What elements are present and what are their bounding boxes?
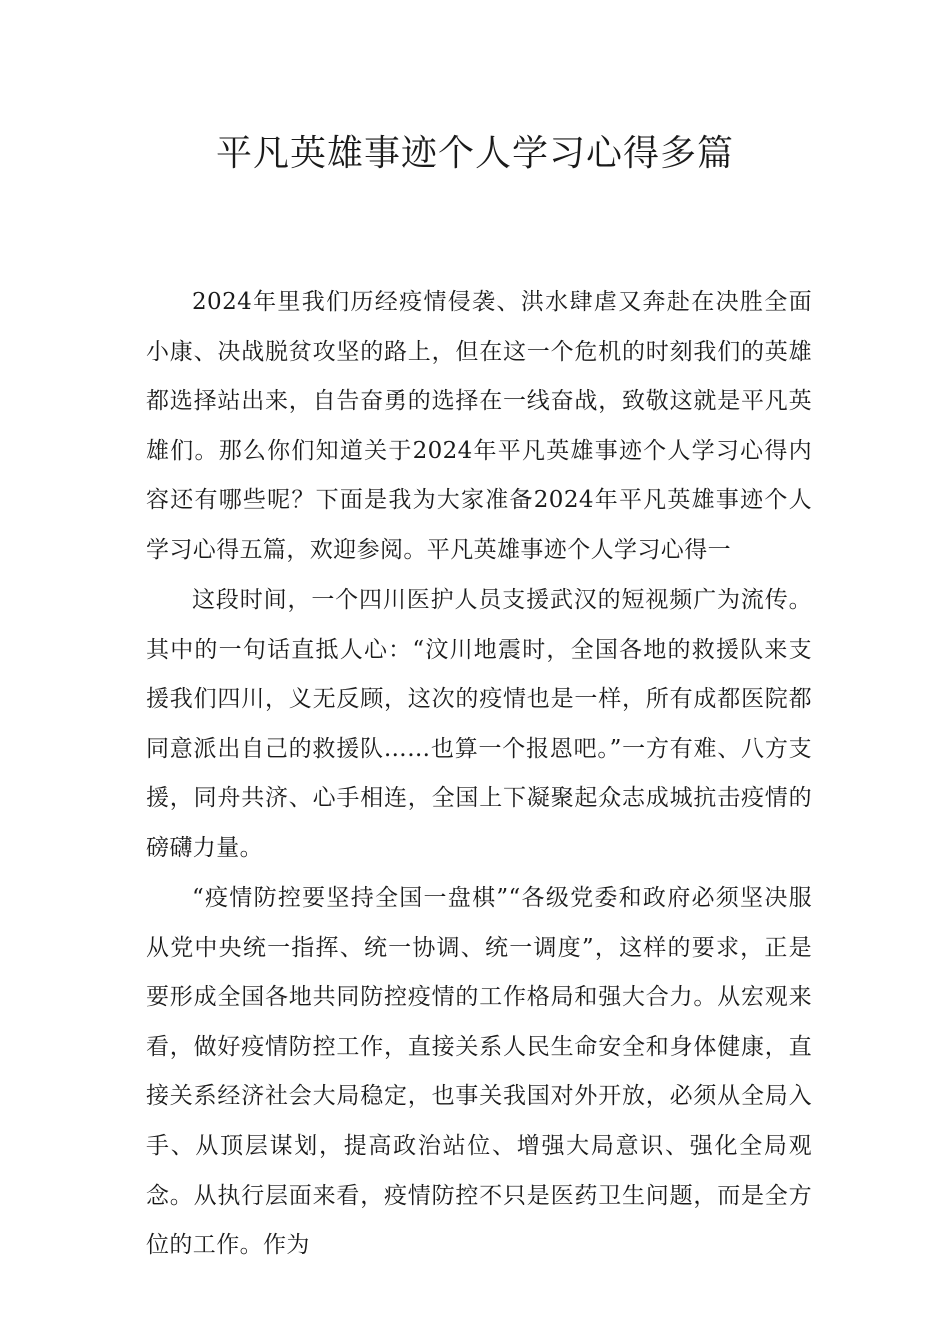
paragraph-3-block — [146, 874, 812, 1271]
paragraph-1-block — [146, 278, 812, 576]
page-title: 平凡英雄事迹个人学习心得多篇 — [215, 133, 734, 174]
paragraph: “疫情防控要坚持全国一盘棋”“各级党委和政府必须坚决服从党中央统一指挥、统一协调、统一调度”，这样的要求，正是要形成全国各地共同防控疫情的工作格局和强大合力。从宏观来看，做好疫情防控工作，直接关系人民生命安全和身体健康，直接关系经济社会大局稳定，也事关我国对外开放，必须从全局入手、从顶层谋划，提高政治站位、增强大局意识、强化全局观念。从执行层面来看，疫情防控不只是医药卫生问题，而是全方位的工作。作为 — [146, 885, 812, 1259]
paragraph: 这段时间，一个四川医护人员支援武汉的短视频广为流传。其中的一句话直抵人心：“汶川地震时，全国各地的救援队来支援我们四川，义无反顾，这次的疫情也是一样，所有成都医院都同意派出自己的救援队……也算一个报恩吧。”一方有难、八方支援，同舟共济、心手相连，全国上下凝聚起众志成城抗击疫情的磅礴力量。 — [146, 587, 812, 861]
paragraph: 2024年里我们历经疫情侵袭、洪水肆虐又奔赴在决胜全面小康、决战脱贫攻坚的路上，但在这一个危机的时刻我们的英雄都选择站出来，自告奋勇的选择在一线奋战，致敬这就是平凡英雄们。那么你们知道关于2024年平凡英雄事迹个人学习心得内容还有哪些呢？下面是我为大家准备2024年平凡英雄事迹个人学习心得五篇，欢迎参阅。平凡英雄事迹个人学习心得一 — [146, 289, 812, 563]
paragraph-2-block — [146, 576, 812, 874]
